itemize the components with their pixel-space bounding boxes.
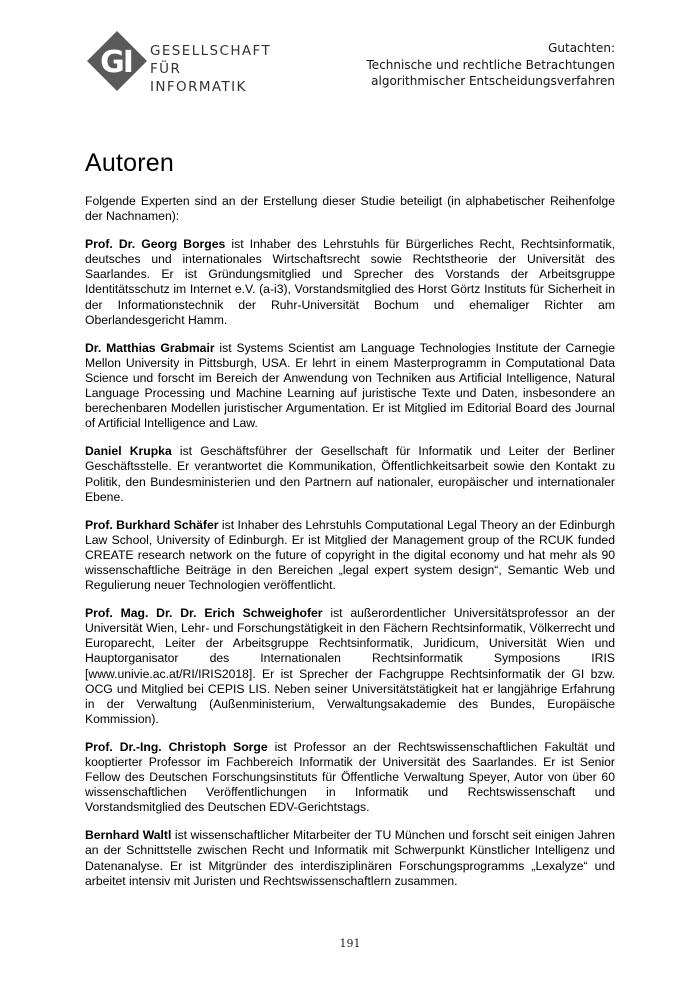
author-entry [85, 606, 615, 727]
author-entry [85, 237, 615, 328]
author-entry [85, 828, 615, 888]
author-entry [85, 444, 615, 504]
page-header [0, 0, 700, 110]
page-number: 191 [339, 937, 361, 950]
author-name: Prof. Burkhard Schäfer [85, 517, 219, 532]
author-name: Bernhard Waltl [85, 828, 172, 843]
doc-info-line-1: Gutachten: [548, 41, 615, 55]
author-entry [85, 518, 615, 593]
document-info [367, 40, 615, 90]
doc-info-line-3: algorithmischer Entscheidungsverfahren [371, 74, 615, 88]
logo-line-1: GESELLSCHAFT [150, 43, 272, 59]
author-bio: ist Systems Scientist am Language Technologies Institute der Carnegie Mellon University in Pittsburgh, USA. Er lehrt in einem Masterprogramm in Computational Data Science und forscht im Bereich der Anwendung von Techniken aus Artificial Intelligence, Natural Language Processing und Machine Learning auf juristische Texte und Daten, insbesondere an berechenbaren Modellen juristischer Argumentation. Er ist Mitglied im Editorial Board des Journal of Artificial Intelligence and Law. [85, 340, 615, 431]
logo-text [150, 42, 271, 96]
gi-logo [86, 30, 272, 95]
gi-logo-icon [86, 30, 148, 92]
page-title: Autoren [85, 149, 174, 177]
author-name: Prof. Dr. Georg Borges [85, 237, 226, 252]
author-name: Daniel Krupka [85, 444, 172, 459]
intro-paragraph: Folgende Experten sind an der Erstellung dieser Studie beteiligt (in alphabetischer Reihenfolge der Nachnamen): [85, 194, 615, 224]
page-content [85, 194, 615, 902]
author-bio: ist Inhaber des Lehrstuhls Computational Legal Theory an der Edinburgh Law School, University of Edinburgh. Er ist Mitglied der Management group of the RCUK funded CREATE research network on the future of copyright in the digital economy und hat mehr als 90 wissenschaftliche Beiträge in den Bereichen „legal expert system design“, Semantic Web und Regulierung neuer Technologien veröffentlicht. [85, 517, 615, 593]
author-name: Prof. Dr.-Ing. Christoph Sorge [85, 739, 268, 754]
author-entry [85, 341, 615, 432]
logo-line-2: FÜR INFORMATIK [150, 61, 247, 95]
author-entry [85, 740, 615, 815]
author-name: Dr. Matthias Grabmair [85, 340, 215, 355]
author-bio: ist wissenschaftlicher Mitarbeiter der TU München und forscht seit einigen Jahren an der Schnittstelle zwischen Recht und Informatik mit Schwerpunkt Künstlicher Intelligenz und Datenanalyse. Er ist Mitgründer des interdisziplinären Forschungsprogramms „Lexalyze“ und arbeitet intensiv mit Juristen und Rechtswissenschaftlern zusammen. [85, 828, 615, 888]
author-bio: ist Inhaber des Lehrstuhls für Bürgerliches Recht, Rechtsinformatik, deutsches und internationales Wirtschaftsrecht sowie Rechtstheorie der Universität des Saarlandes. Er ist Gründungsmitglied und Sprecher des Vorstands der Arbeitsgruppe Identitätsschutz im Internet e.V. (a-i3), Vorstandsmitglied des Horst Görtz Instituts für Sicherheit in der Informationstechnik der Ruhr-Universität Bochum und ehemaliger Richter am Oberlandesgericht Hamm. [85, 237, 615, 327]
doc-info-line-2: Technische und rechtliche Betrachtungen [366, 57, 615, 72]
author-name: Prof. Mag. Dr. Dr. Erich Schweighofer [85, 606, 323, 621]
author-bio: ist außerordentlicher Universitätsprofessor an der Universität Wien, Lehr- und Forschungstätigkeit in den Fächern Rechtsinformatik, Völkerrecht und Europarecht, Leiter der Arbeitsgruppe Rechtsinformatik, Juridicum, Universität Wien und Hauptorganisator des Internationalen Rechtsinformatik Symposions IRIS [www.univie.ac.at/RI/IRIS2018]. Er ist Sprecher der Fachgruppe Rechtsinformatik der GI bzw. OCG und Mitglied bei CEPIS LIS. Neben seiner Universitätstätigkeit hat er langjährige Erfahrung in der Verwaltung (Außenministerium, Verwaltungsakademie des Bundes, Europäische Kommission). [85, 606, 615, 726]
svg-text:GI: GI [100, 45, 132, 80]
author-bio: ist Geschäftsführer der Gesellschaft für Informatik und Leiter der Berliner Geschäftsstelle. Er verantwortet die Kommunikation, Öffentlichkeitsarbeit sowie den Kontakt zu Politik, den Bundesministerien und den Partnern auf nationaler, europäischer und internationaler Ebene. [85, 444, 615, 504]
author-bio: ist Professor an der Rechtswissenschaftlichen Fakultät und kooptierter Professor im Fachbereich Informatik der Universität des Saarlandes. Er ist Senior Fellow des Deutschen Forschungsinstituts für Öffentliche Verwaltung Speyer, Autor von über 60 wissenschaftlichen Veröffentlichungen in Informatik und Rechtswissenschaft und Vorstandsmitglied des Deutschen EDV-Gerichtstags. [85, 739, 615, 815]
